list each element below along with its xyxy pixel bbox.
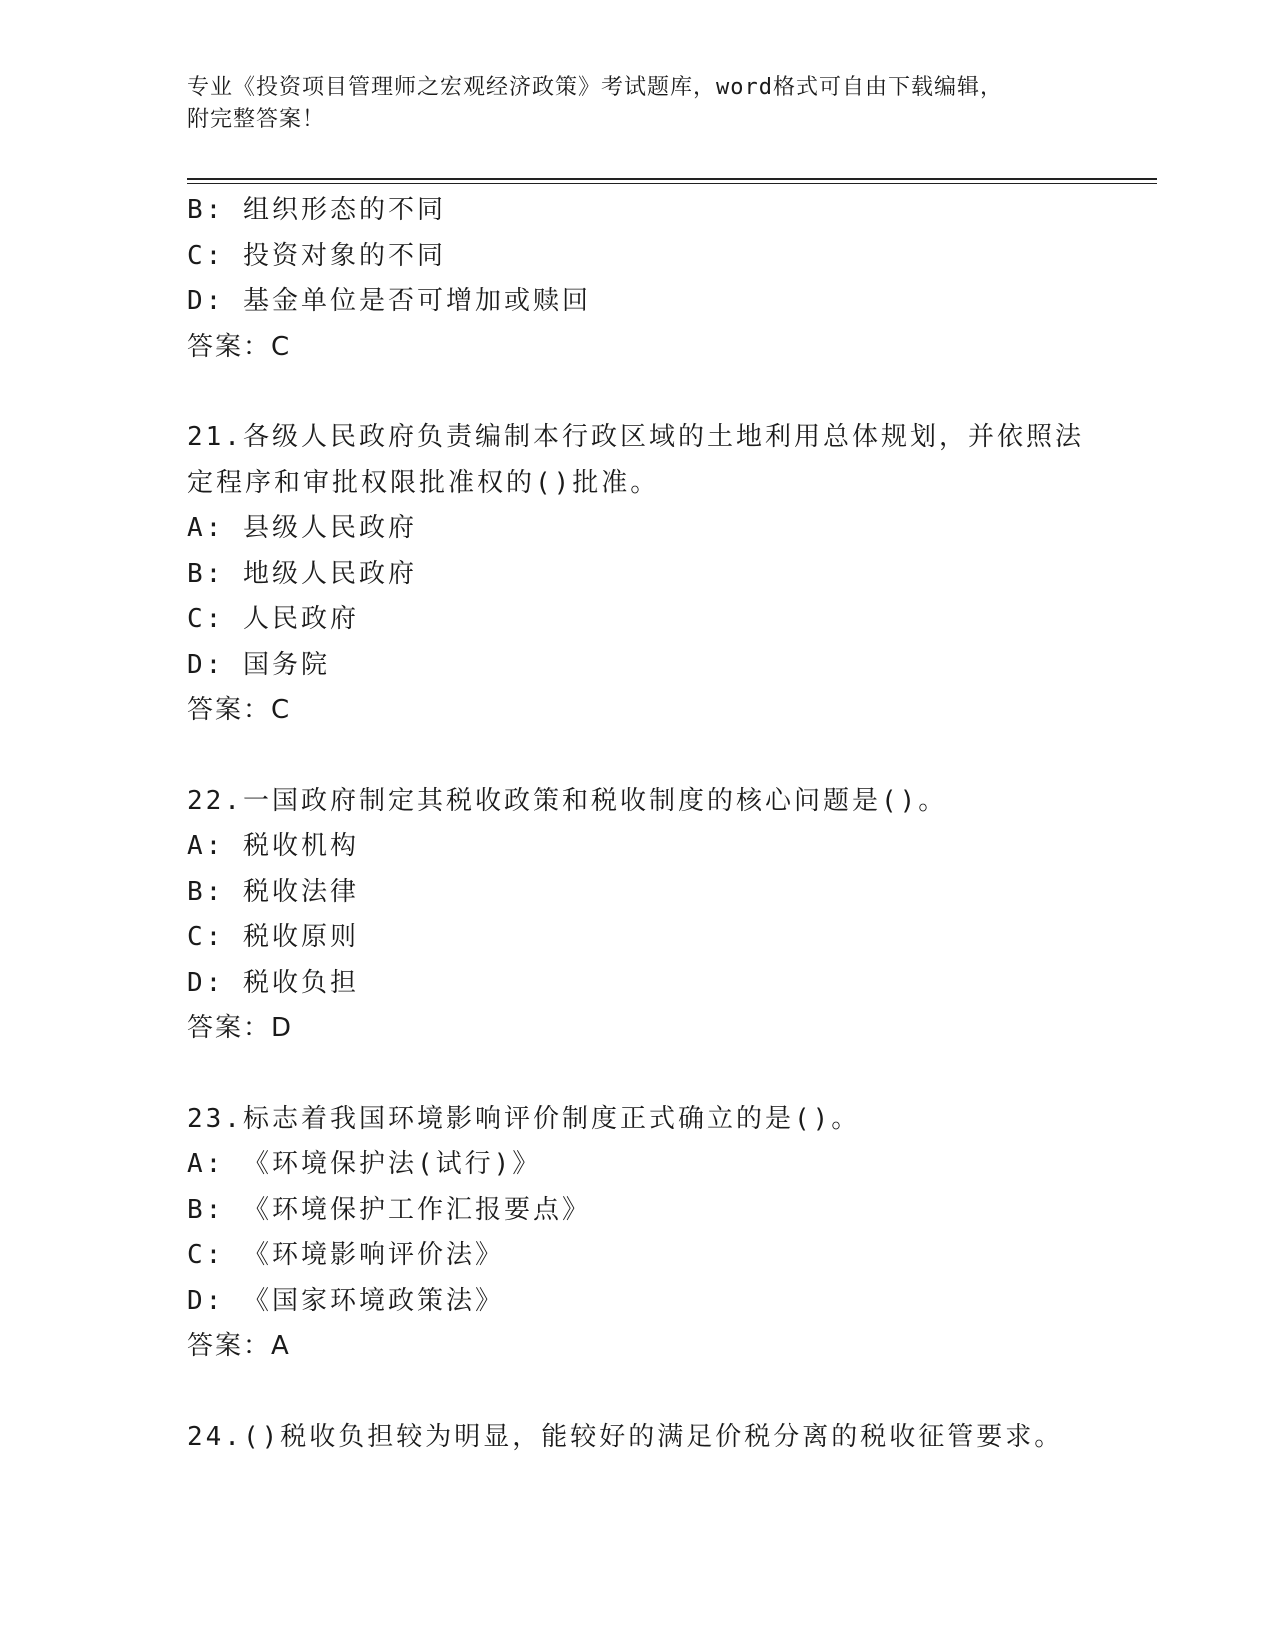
question-23 [187, 1097, 1087, 1370]
option-c: C: 《环境影响评价法》 [187, 1240, 504, 1270]
question-20-remainder [187, 188, 1087, 370]
option-c: C: 人民政府 [187, 604, 359, 634]
question-stem-continued: 定程序和审批权限批准权的()批准。 [187, 467, 660, 498]
answer: 答案：D [187, 1013, 294, 1043]
option-a: A: 税收机构 [187, 831, 359, 861]
option-a: A: 县级人民政府 [187, 513, 417, 543]
option-b: B: 组织形态的不同 [187, 195, 446, 225]
answer: 答案：C [187, 695, 292, 725]
question-stem: 24.()税收负担较为明显，能较好的满足价税分离的税收征管要求。 [187, 1421, 1064, 1452]
spacer [187, 1370, 1087, 1415]
question-22 [187, 779, 1087, 1052]
header-line-2: 附完整答案！ [187, 107, 326, 132]
question-24 [187, 1415, 1087, 1461]
question-stem: 22.一国政府制定其税收政策和税收制度的核心问题是()。 [187, 785, 948, 816]
spacer [187, 734, 1087, 779]
option-b: B: 税收法律 [187, 876, 359, 907]
option-c: C: 税收原则 [187, 922, 359, 952]
option-d: D: 税收负担 [187, 967, 359, 998]
option-d: D: 国务院 [187, 649, 330, 680]
spacer [187, 370, 1087, 415]
option-d: D: 基金单位是否可增加或赎回 [187, 286, 591, 316]
option-b: B: 地级人民政府 [187, 558, 417, 589]
header-line-1: 专业《投资项目管理师之宏观经济政策》考试题库，word格式可自由下载编辑， [187, 75, 1003, 100]
answer: 答案：C [187, 331, 292, 362]
question-21 [187, 415, 1087, 734]
option-d: D: 《国家环境政策法》 [187, 1285, 504, 1316]
question-stem: 23.标志着我国环境影响评价制度正式确立的是()。 [187, 1103, 861, 1134]
spacer [187, 1052, 1087, 1097]
header-divider-thick [187, 178, 1157, 180]
answer: 答案：A [187, 1331, 291, 1361]
option-c: C: 投资对象的不同 [187, 240, 446, 271]
option-a: A: 《环境保护法(试行)》 [187, 1149, 542, 1179]
option-b: B: 《环境保护工作汇报要点》 [187, 1194, 591, 1225]
document-header [187, 72, 1067, 136]
header-divider-thin [187, 183, 1157, 184]
question-stem: 21.各级人民政府负责编制本行政区域的土地利用总体规划，并依照法 [187, 422, 1084, 452]
question-list [187, 188, 1087, 1460]
